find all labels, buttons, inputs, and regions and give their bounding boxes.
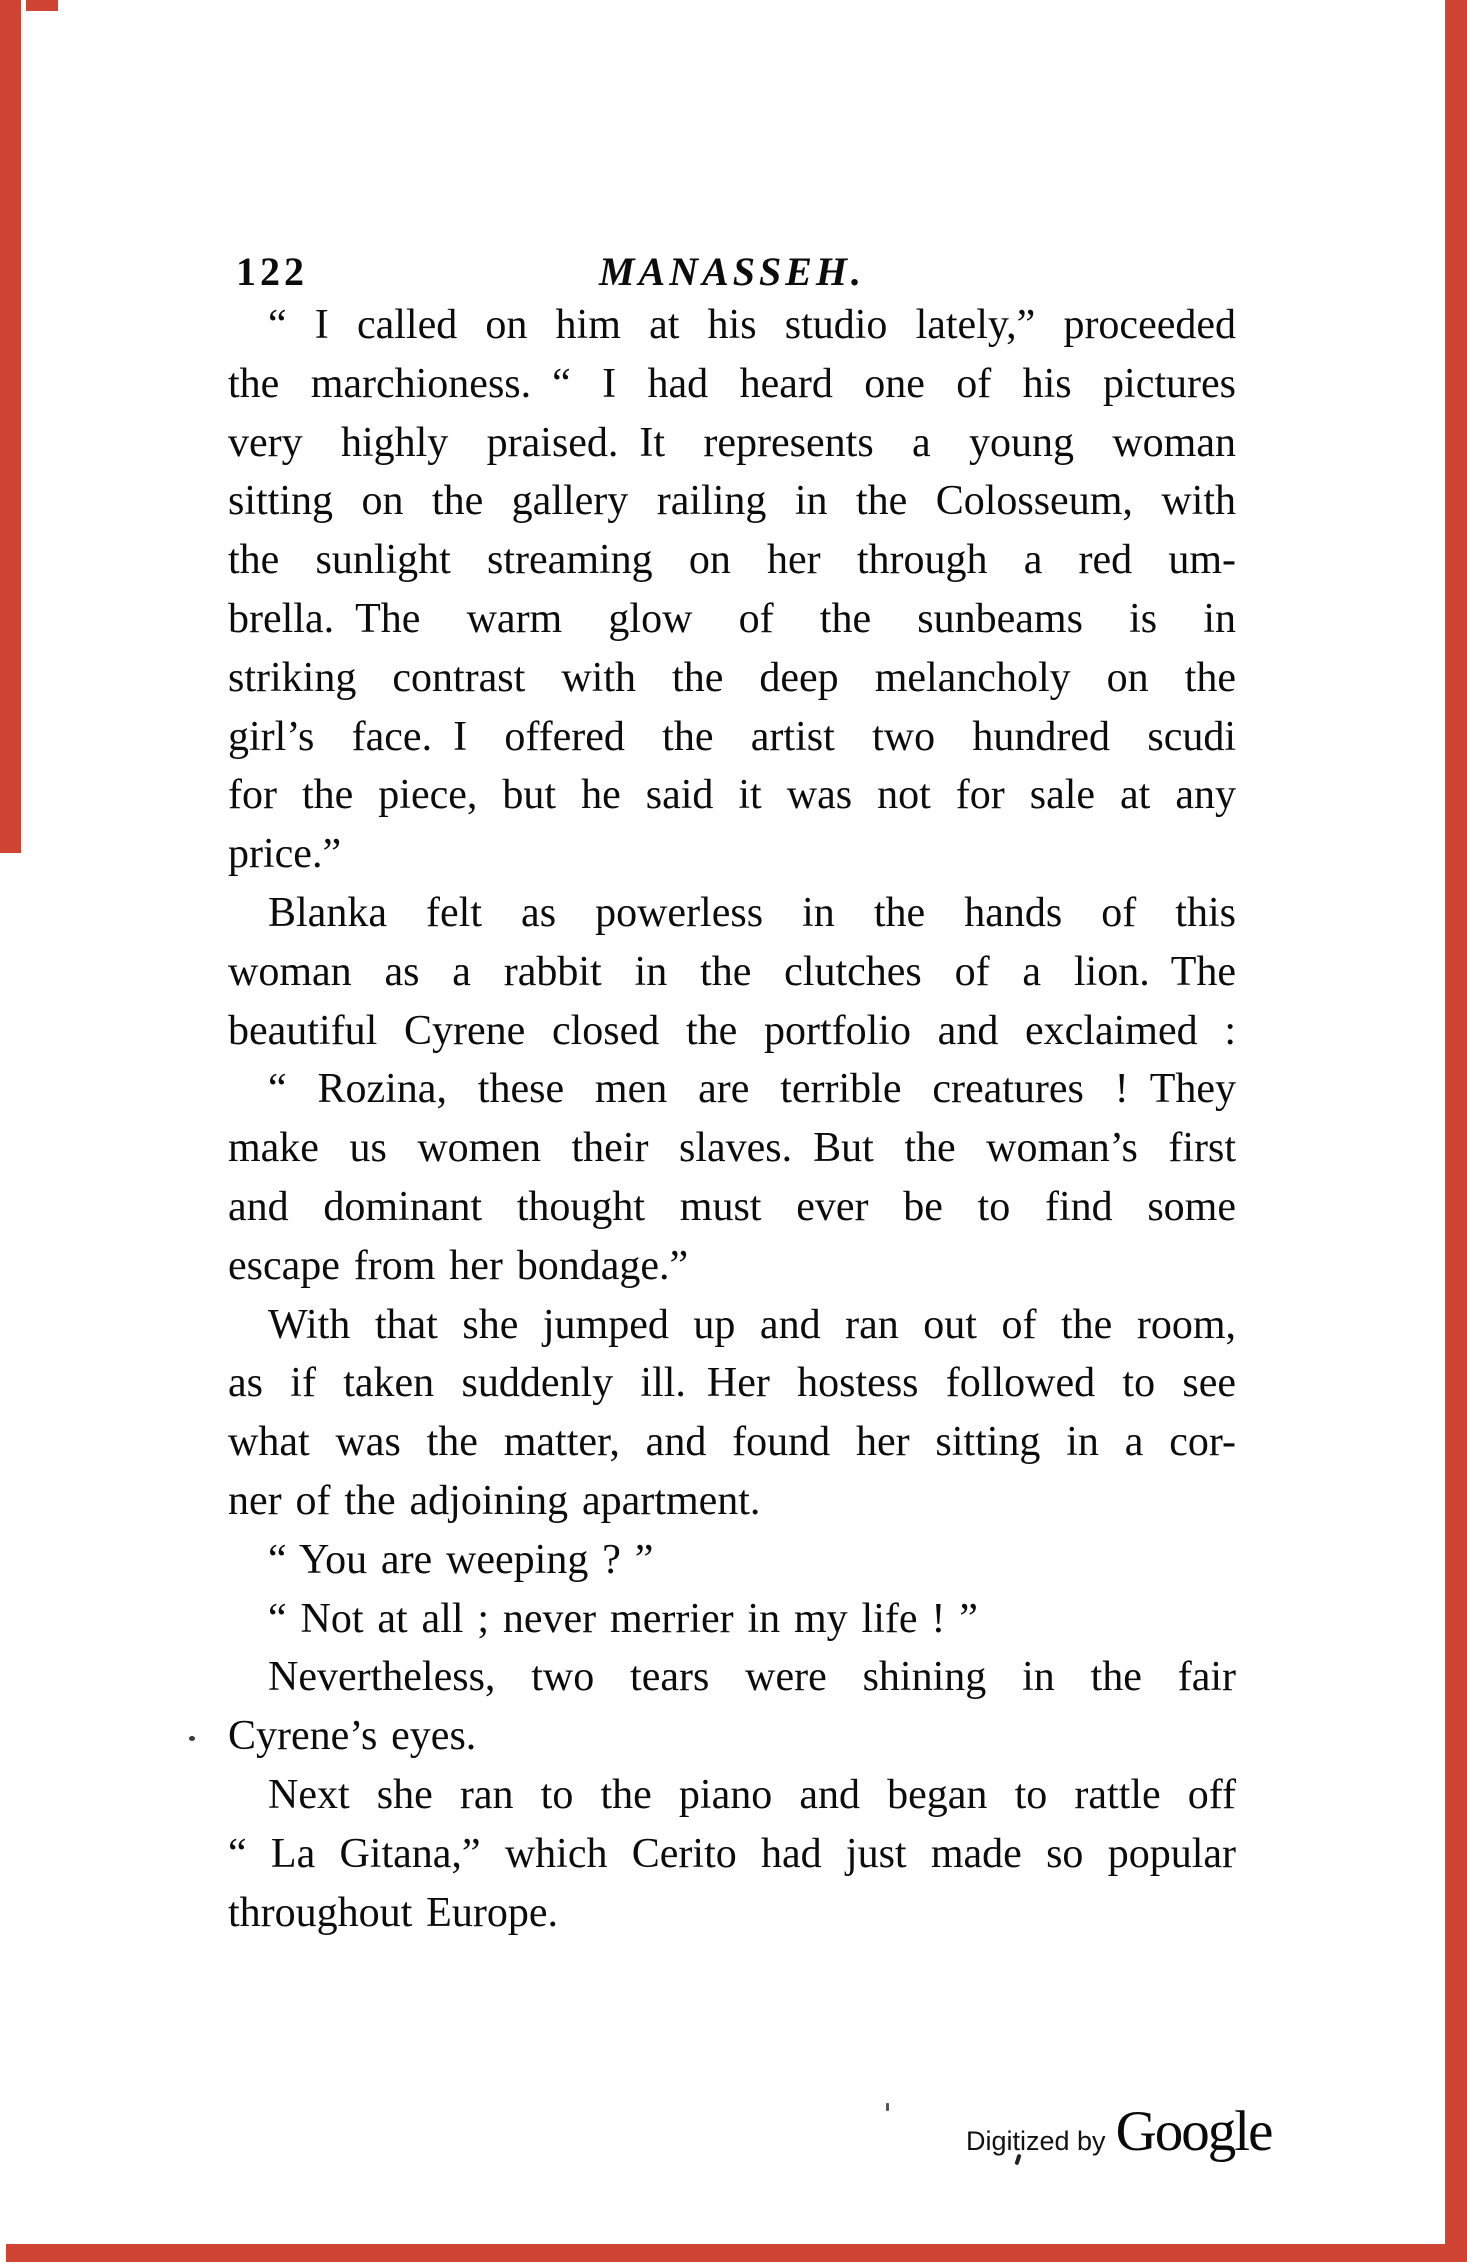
text-line: ner of the adjoining apartment. <box>228 1477 761 1524</box>
scan-artifact-left-bar <box>0 0 21 853</box>
text-line: throughout Europe. <box>228 1889 558 1936</box>
scan-artifact-bottom-bar <box>6 2244 1467 2262</box>
text-line: Nevertheless, two tears were shining in the fair <box>268 1654 1236 1701</box>
footer-credit <box>966 2099 1271 2164</box>
text-line: “ La Gitana,” which Cerito had just made so popular <box>228 1830 1236 1877</box>
text-line: brella. The warm glow of the sunbeams is in <box>228 595 1236 642</box>
text-line: “ Rozina, these men are terrible creatures ! They <box>268 1066 1236 1113</box>
scan-artifact-top-notch <box>26 0 58 11</box>
text-line: woman as a rabbit in the clutches of a lion. The <box>228 948 1236 995</box>
text-line: escape from her bondage.” <box>228 1242 689 1289</box>
text-line: for the piece, but he said it was not for sale at any <box>228 772 1236 819</box>
text-line: and dominant thought must ever be to find some <box>228 1183 1236 1230</box>
text-line: price.” <box>228 831 342 878</box>
text-line: beautiful Cyrene closed the portfolio and exclaimed : <box>228 1007 1236 1054</box>
text-line: “ You are weeping ? ” <box>268 1536 654 1583</box>
text-line: the marchioness. “ I had heard one of his pictures <box>228 360 1236 407</box>
running-header-title: MANASSEH. <box>598 249 866 294</box>
text-line: Cyrene’s eyes. <box>228 1713 477 1760</box>
text-line: “ Not at all ; never merrier in my life ! ” <box>268 1595 978 1642</box>
scan-speck-left-margin <box>189 1736 195 1741</box>
google-logo: Google <box>1115 2100 1272 2163</box>
body-text <box>228 296 1236 1942</box>
scan-artifact-right-bar <box>1445 0 1467 2262</box>
text-line: Next she ran to the piano and began to rattle off <box>268 1771 1236 1818</box>
page-number: 122 <box>236 249 308 294</box>
text-line: very highly praised. It represents a young woman <box>228 419 1236 466</box>
text-line: what was the matter, and found her sitting in a cor- <box>228 1419 1236 1466</box>
text-line: the sunlight streaming on her through a red um- <box>228 537 1236 584</box>
text-line: Blanka felt as powerless in the hands of this <box>268 889 1236 936</box>
text-line: striking contrast with the deep melancholy on the <box>228 654 1236 701</box>
text-line: make us women their slaves. But the woman’s first <box>228 1125 1236 1172</box>
text-line: “ I called on him at his studio lately,” proceeded <box>268 302 1236 348</box>
digitized-by-label: Digitized by <box>966 2126 1106 2156</box>
scan-speck-below-text <box>886 2103 889 2111</box>
text-line: With that she jumped up and ran out of the room, <box>268 1301 1236 1348</box>
text-line: as if taken suddenly ill. Her hostess followed to see <box>228 1360 1236 1407</box>
text-line: girl’s face. I offered the artist two hundred scudi <box>228 713 1236 760</box>
text-line: sitting on the gallery railing in the Colosseum, with <box>228 478 1236 525</box>
